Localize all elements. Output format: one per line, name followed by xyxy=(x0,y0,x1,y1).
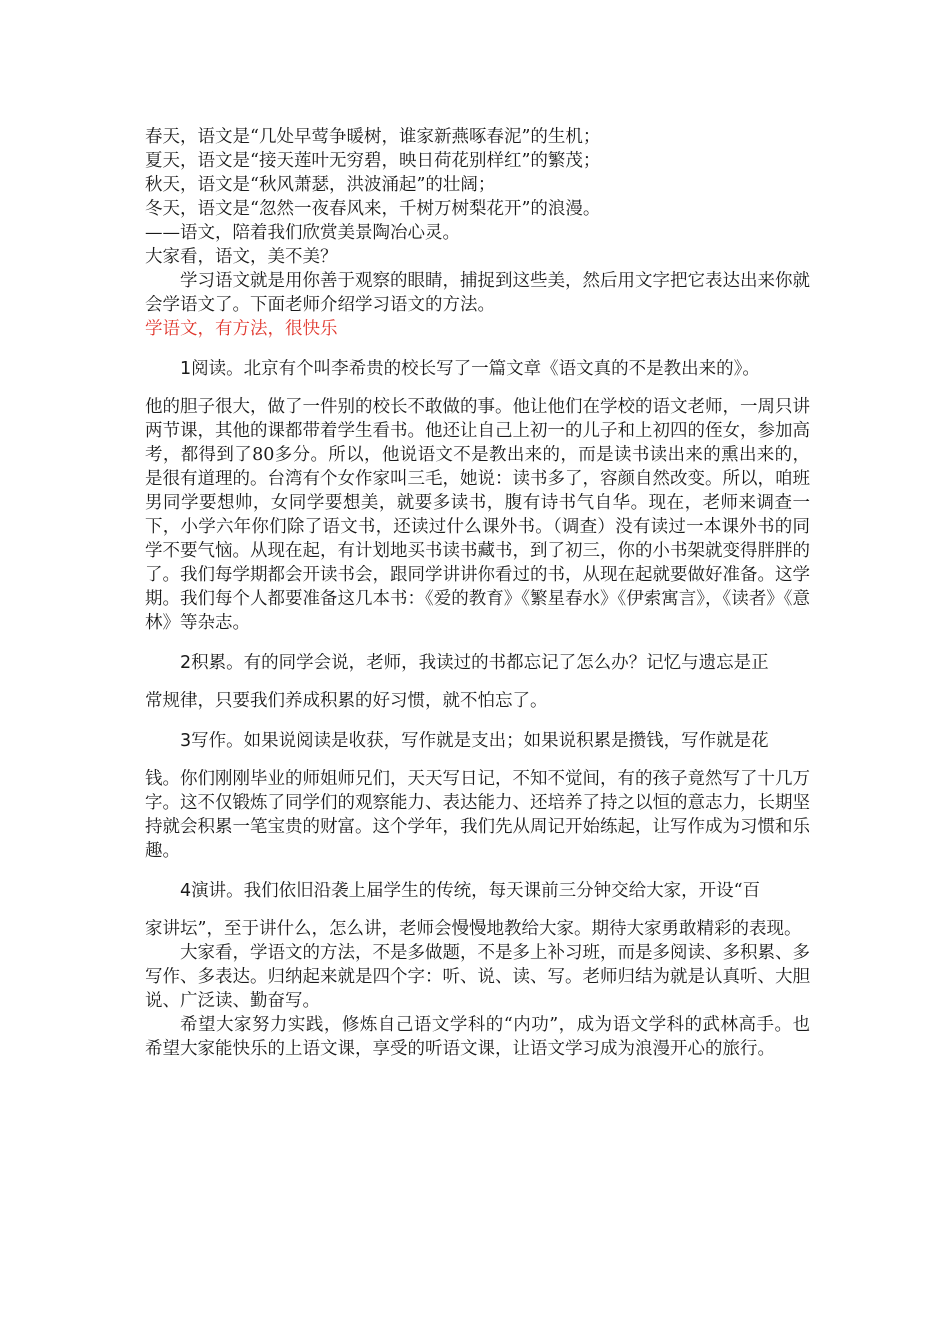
section-3-body: 钱。你们刚刚毕业的师姐师兄们，天天写日记，不知不觉间，有的孩子竟然写了十几万字。这不仅锻炼了同学们的观察能力、表达能力、还培养了持之以恒的意志力，长期坚持就会积累一笔宝贵的财富。这个学年，我们先从周记开始练起，让写作成为习惯和乐趣。 xyxy=(145,769,810,861)
section-2-body: 常规律，只要我们养成积累的好习惯，就不怕忘了。 xyxy=(145,691,548,711)
intro-paragraph: 学习语文就是用你善于观察的眼睛，捕捉到这些美，然后用文字把它表达出来你就会学语文了。下面老师介绍学习语文的方法。 xyxy=(145,271,810,315)
section-2-first-line-text: 积累。有的同学会说，老师，我读过的书都忘记了怎么办？记忆与遗忘是正 xyxy=(191,653,769,673)
section-3-first-line-text: 写作。如果说阅读是收获，写作就是支出；如果说积累是攒钱，写作就是花 xyxy=(191,731,769,751)
section-1-body: 他的胆子很大，做了一件别的校长不敢做的事。他让他们在学校的语文老师，一周只讲两节课，其他的课都带着学生看书。他还让自己上初一的儿子和上初四的侄女，参加高考，都得到了80多分。所以，他说语文不是教出来的，而是读书读出来的熏出来的，是很有道理的。台湾有个女作家叫三毛，她说：读书多了，容颜自然改变。所以，咱班男同学要想帅，女同学要想美，就要多读书，腹有诗书气自华。现在，老师来调查一下，小学六年你们除了语文书，还读过什么课外书。（调查）没有读过一本课外书的同学不要气恼。从现在起，有计划地买书读书藏书，到了初三，你的小书架就变得胖胖的了。我们每学期都会开读书会，跟同学讲讲你看过的书，从现在起就要做好准备。这学期。我们每个人都要准备这几本书：《爱的教育》《繁星春水》《伊索寓言》，《读者》《意林》等杂志。 xyxy=(145,397,810,633)
intro-line-autumn: 秋天，语文是“秋风萧瑟，洪波涌起”的壮阔； xyxy=(145,175,496,195)
section-1-number: 1 xyxy=(180,359,192,379)
intro-line-winter: 冬天，语文是“忽然一夜春风来，千树万树梨花开”的浪漫。 xyxy=(145,199,601,219)
document-page xyxy=(145,125,810,1061)
section-3-first-line xyxy=(145,729,810,753)
section-1-first-line-text: 阅读。北京有个叫李希贵的校长写了一篇文章《语文真的不是教出来的》。 xyxy=(191,359,760,379)
section-4-body: 家讲坛”，至于讲什么，怎么讲，老师会慢慢地教给大家。期待大家勇敢精彩的表现。 xyxy=(145,919,802,939)
section-3-number: 3 xyxy=(180,731,192,751)
closing-paragraph-2: 希望大家努力实践，修炼自己语文学科的“内功”，成为语文学科的武林高手。也希望大家能快乐的上语文课，享受的听语文课，让语文学习成为浪漫开心的旅行。 xyxy=(145,1015,810,1059)
section-4-first-line xyxy=(145,879,810,903)
intro-line-summer: 夏天，语文是“接天莲叶无穷碧，映日荷花别样红”的繁茂； xyxy=(145,151,601,171)
section-2-number: 2 xyxy=(180,653,192,673)
section-1-first-line xyxy=(145,357,810,381)
section-2-first-line xyxy=(145,651,810,675)
intro-line-spring: 春天，语文是“几处早莺争暖树，谁家新燕啄春泥”的生机； xyxy=(145,127,601,147)
section-4-first-line-text: 演讲。我们依旧沿袭上届学生的传统，每天课前三分钟交给大家，开设“百 xyxy=(191,881,761,901)
section-heading: 学语文，有方法，很快乐 xyxy=(145,319,338,339)
intro-line-question: 大家看，语文，美不美？ xyxy=(145,247,338,267)
section-4-number: 4 xyxy=(180,881,192,901)
closing-paragraph-1: 大家看，学语文的方法，不是多做题，不是多上补习班，而是多阅读、多积累、多写作、多表达。归纳起来就是四个字：听、说、读、写。老师归结为就是认真听、大胆说、广泛读、勤奋写。 xyxy=(145,943,810,1011)
intro-line-summary: ——语文，陪着我们欣赏美景陶冶心灵。 xyxy=(145,223,460,243)
